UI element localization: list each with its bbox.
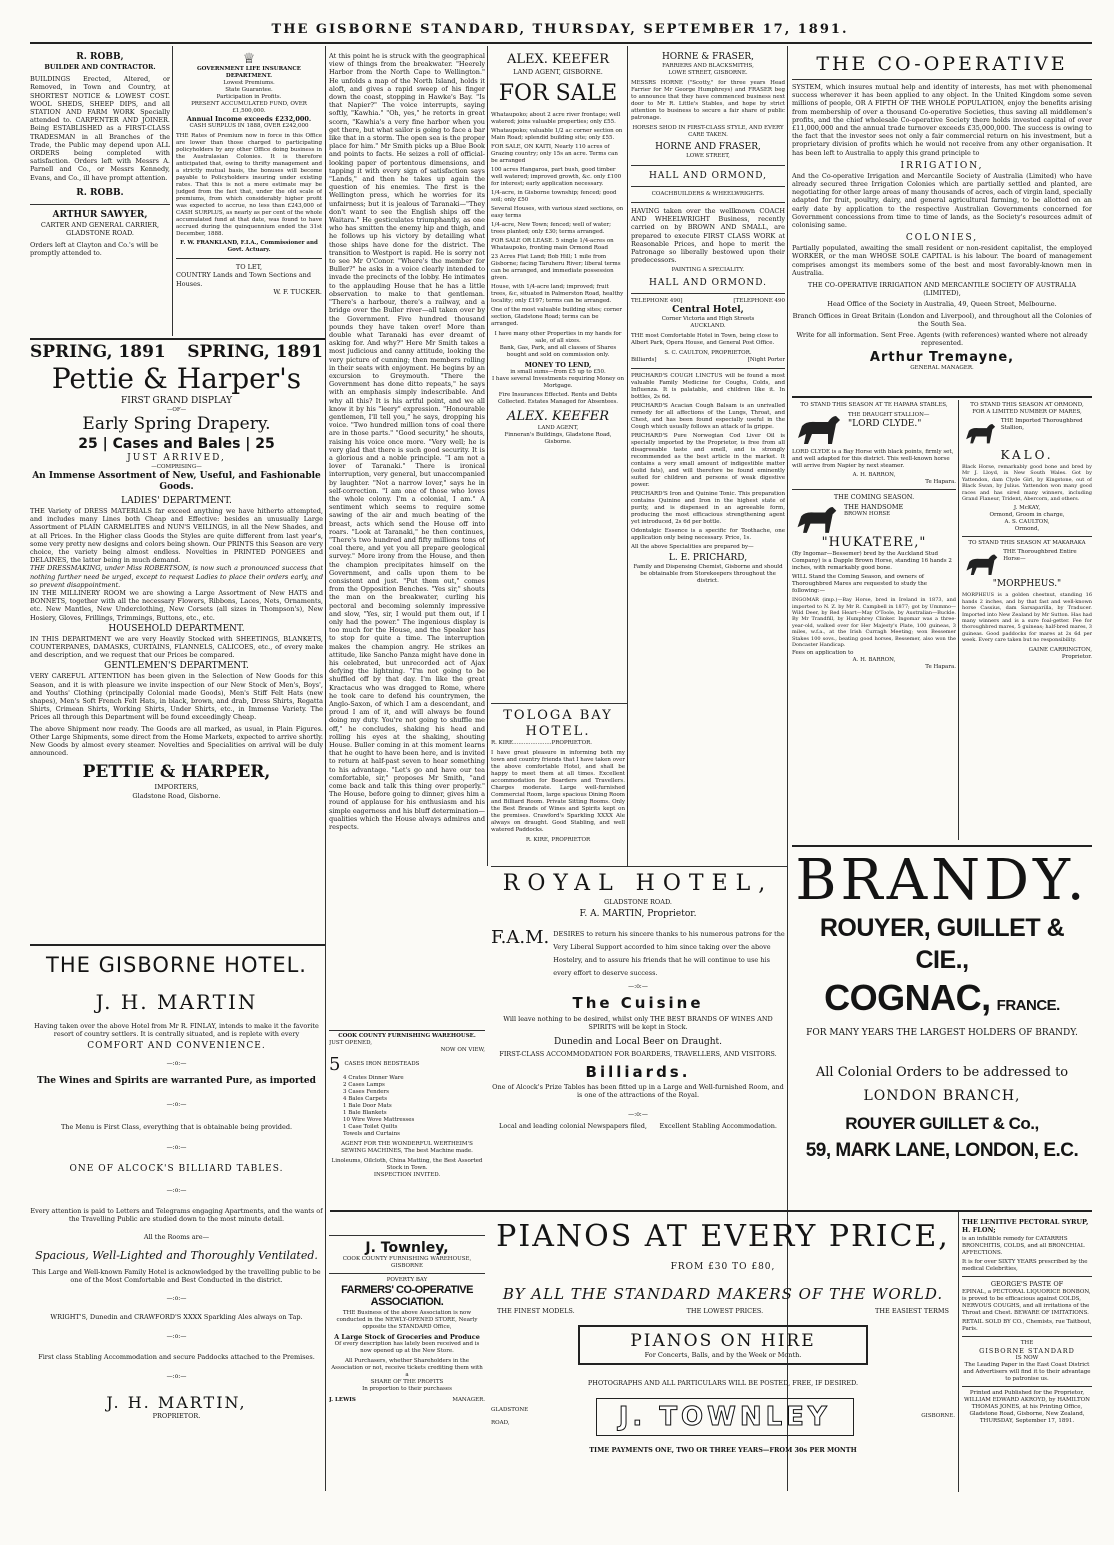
left-signature-place: Te Hapara. bbox=[925, 479, 956, 485]
govt-body: THE Rates of Premium now in force in this Office are lower than those charged to participating policyholders by any other Office doing business in the Australasian Colonies. It is therefore anticipated that, owing to thrifty management and a strictly mutual basis, the bonuses will become payable to Policyholders insuring under existing rates. That this is not a mere estimate may be judged from the fact that, under the old scale of premiums, from which considerably higher profit was expected to accrue, no less than £243,000 of CASH SURPLUS, as nearly as per cent of the whole accumulated fund at that date, was found to have accrued during the quinquennium ended the 31st December, 1888. bbox=[176, 133, 322, 238]
brandy-maker: ROUYER, GUILLET & CIE., bbox=[819, 914, 1065, 974]
coming-season: THE COMING SEASON. bbox=[833, 493, 915, 501]
finest: THE FINEST MODELS. bbox=[497, 1307, 575, 1315]
gladstone: GLADSTONE bbox=[491, 1406, 529, 1413]
townley-big: J. TOWNLEY bbox=[618, 1401, 831, 1432]
gentlemen-body: VERY CAREFUL ATTENTION has been given in the Selection of New Goods for this Season, and it is with pleasure we invite inspection of our New Stock of Men's, Boys', and Youths' Clothing (principally Colonial made Goods), Men's Stiff Felt Hats (new shapes), Men's Soft French Felt Hats, in black, brown, and drab, Dress Shirts, Regatta Shirts, Crimean Shirts, Working Shirts, Under Shirts, etc., in Immense Variety. The Prices all through this Department will be found exceedingly Cheap. bbox=[30, 672, 323, 722]
porter-label: [Night Porter bbox=[747, 357, 785, 364]
govt-line: Lowest Premiums. bbox=[223, 80, 275, 86]
horse-icon bbox=[792, 503, 840, 535]
france: FRANCE. bbox=[996, 997, 1060, 1014]
royal-alcock: One of Alcock's Prize Tables has been fitted up in a Large and Well-furnished Room, and is one of the attractions of the Royal. bbox=[492, 1082, 784, 1100]
cognac: COGNAC, bbox=[824, 977, 991, 1018]
govt-title: GOVERNMENT LIFE INSURANCE DEPARTMENT. bbox=[196, 66, 302, 79]
hotel-title: THE GISBORNE HOTEL. bbox=[46, 953, 307, 977]
prichard-sub: Family and Dispensing Chemist, Gisborne and should be obtainable from Storekeepers throughout the district. bbox=[633, 564, 783, 585]
coop-society: THE CO-OPERATIVE IRRIGATION AND MERCANTILE SOCIETY OF AUSTRALIA (LIMITED), bbox=[807, 281, 1077, 298]
brandy-colonial: All Colonial Orders to be addressed to bbox=[815, 1065, 1069, 1080]
item: 2 Cases Lamps bbox=[343, 1082, 385, 1088]
divider bbox=[172, 46, 173, 336]
horse-icon bbox=[792, 412, 844, 446]
mckay-ormond: Ormond, Groom in charge, bbox=[989, 512, 1065, 519]
divider bbox=[627, 46, 628, 866]
prichard-oil: PRICHARD'S Pure Norwegian Cod Liver Oil is specially imported by the Proprietor, is free from all disagreeable taste and smell, and is strongly recommended as the best article in the market. It contains a very small amount of indigestible matter (solid fats), and will therefore be found eminently suited for children and persons of weak digestive power. bbox=[631, 433, 785, 489]
listing: Whataupoko; about 2 acre river frontage; well watered; joins valuable properties; only £55. bbox=[491, 112, 621, 126]
gisborne: GISBORNE. bbox=[921, 1413, 955, 1420]
coop-head-office: Head Office of the Society in Australia, 49, Queen Street, Melbourne. bbox=[827, 300, 1057, 309]
furnishing-advert bbox=[329, 1033, 485, 1233]
item: 10 Wire Wove Mattresses bbox=[343, 1117, 415, 1123]
coop-branch: Branch Offices in Great Britain (London and Liverpool), and throughout all the Colonies of the South Sea. bbox=[792, 311, 1092, 328]
george-paste: GEORGE'S PASTE OF bbox=[990, 1280, 1064, 1289]
money-lend: MONEY TO LEND, bbox=[524, 361, 592, 370]
prichard-signature: L. E. PRICHARD, bbox=[668, 553, 748, 564]
right-head: TO STAND THIS SEASON AT ORMOND, bbox=[970, 402, 1084, 408]
govt-line: State Guarantee. bbox=[225, 87, 273, 93]
central-hotel: Central Hotel, bbox=[672, 305, 744, 316]
huk-body: INGOMAR (imp.)—Bay Horse, bred in Ireland in 1873, and imported to N. Z. by Mr R. Campbell in 1877; got by Ummmo—Wild Deer, by Red Heart—May O'Toole, by Australian—Buckle. By Mr Trandfill, by Humphrey Clinker. Ingomar was a three-year-old, walked over for Her Majesty's Plate, 100 guineas, 3 miles, w.f.a., at the Irish Curragh Meeting; won Bessemer Stakes 100 sovs., beating good horses, Bessemer, also won the Doncaster Handicap. bbox=[792, 597, 956, 649]
govt-signature: F. W. FRANKLAND, F.I.A., Commissioner and Govt. Actuary. bbox=[180, 240, 318, 254]
leading-paper: The Leading Paper in the East Coast District and Advertisers will find it to their advantage to patronise us. bbox=[963, 1361, 1091, 1382]
right-sig: A. H. BARRON, bbox=[852, 657, 896, 664]
lino-text: Linoleums, Oilcloth, China Matting, the Best Assorted Stock in Town. bbox=[331, 1158, 483, 1171]
telephone-right: [TELEPHONE 490 bbox=[733, 298, 785, 305]
townley-name: J. Townley, bbox=[365, 1240, 449, 1256]
hotel-comfort: COMFORT AND CONVENIENCE. bbox=[87, 1041, 266, 1052]
item: 1 Case Toilet Quilts bbox=[343, 1124, 398, 1130]
morpheus: "MORPHEUS." bbox=[992, 579, 1062, 590]
ladies-body: THE Variety of DRESS MATERIALS far exceed anything we have hitherto attempted, and includes many Lines both Cheap and Effective: besides an unusually Large Assortment of PLAIN CARMELITES and NUN'S VEILINGS, in all the New Shades, and at all Prices. In the Higher class Goods the Styles are quite different from last year's, some very pretty new designs and colors being shown. Our PRINTS this Season are very choice, the variety being almost endless. Novelties in PRINTED PONGEES and DELAINES, the latter being in much demand. bbox=[30, 507, 323, 565]
lenitive-body: is an infallible remedy for CATARRHS BRONCHITIS, COLDS, and all BRONCHIAL AFFECTIONS. bbox=[962, 1236, 1085, 1257]
hotel-billiard: ONE OF ALCOCK'S BILLIARD TABLES. bbox=[69, 1163, 284, 1174]
robb-signature: R. ROBB. bbox=[76, 187, 124, 198]
gentlemen-heading: GENTLEMEN'S DEPARTMENT. bbox=[104, 661, 249, 672]
gisborne-hotel-advert: THE GISBORNE HOTEL. J. H. MARTIN Having taken over the above Hotel from Mr R. FINLAY, intends to make it the favorite resort of country settlers. It is centrally situated, and is replete with every COMFORT AND CONVENIENCE. —:o:— The Wines and Spirits are warranted Pure, as imported —:o:— The Menu is First Class, everything that is obtainable being provided. —:o:— ONE OF ALCOCK'S BILLIARD TABLES. —:o:— Every attention is paid to Letters and Telegrams engaging Apartments, and the wants of the Travelling Public are studied down to the most minute detail. All the Rooms are— Spacious, Well-Lighted and Thoroughly Ventilated. This Large and Well-known Family Hotel is acknowledged by the travelling public to be one of the Most Comfortable and Best Conducted in the district. —:o:— WRIGHT'S, Dunedin and CRAWFORD'S XXXX Sparkling Ales always on Tap. —:o:— First class Stabling Accommodation and secure Paddocks attached to the Premises. —:o:— J. H. MARTIN, PROPRIETOR. bbox=[30, 950, 323, 1490]
listing: Several Houses, with various sized sections, on easy terms bbox=[491, 206, 624, 220]
huk-footer: Fees on application to bbox=[792, 650, 854, 657]
listing: One of the most valuable building sites; corner section, Gladstone Road; terms can be arranged. bbox=[491, 307, 623, 328]
cuisine: The Cuisine bbox=[572, 994, 704, 1013]
telephone-left: TELEPHONE 490] bbox=[631, 298, 683, 305]
sawyer-name: ARTHUR SAWYER, bbox=[52, 209, 148, 220]
coop-irrigation: IRRIGATION, bbox=[900, 160, 984, 171]
robb-body: BUILDINGS Erected, Altered, or Removed, in Town and Country, at SHORTEST NOTICE & LOWEST COST. WOOL SHEDS, SHEEP DIPS, and all STATION AND FARM WORK Specially attended to. CARPENTER AND JOINER. Being ESTABLISHED as a FIRST-CLASS TRADESMAN in all Branches of the Trade, the Public may depend upon ALL ORDERS being completed with satisfaction. Orders left with Messrs A. Parnell and Co., or Messrs Kennedy, Evans, and Co., ill have prompt attention. bbox=[30, 75, 170, 182]
stallion-left-advert bbox=[792, 402, 956, 842]
listing: Whataupoko; valuable 1/2 ac corner section on Main Road; splendid building site; only £55. bbox=[491, 128, 623, 142]
easiest: THE EASIEST TERMS bbox=[875, 1307, 949, 1315]
the-label: THE bbox=[1020, 1339, 1034, 1346]
masthead: THE GISBORNE STANDARD, THURSDAY, SEPTEMBER 17, 1891. bbox=[271, 22, 849, 37]
lewis: J. LEWIS bbox=[329, 1397, 356, 1404]
shipment: The above Shipment now ready. The Goods are all marked, as usual, in Plain Figures. Other Large Shipments, some direct from the Home Markets, expected to arrive shortly. New Goods by almost every steamer. Novelties and Specialities on arrival will be duly announced. bbox=[30, 724, 323, 758]
painting: PAINTING A SPECIALITY. bbox=[671, 267, 745, 274]
pianos-title: PIANOS AT EVERY PRICE, bbox=[496, 1219, 950, 1254]
right-bottom-adverts bbox=[962, 1218, 1092, 1493]
coop-manager-title: GENERAL MANAGER. bbox=[910, 365, 974, 372]
hotel-beer: WRIGHT'S, Dunedin and CRAWFORD'S XXXX Sparkling Ales always on Tap. bbox=[50, 1312, 303, 1321]
household-heading: HOUSEHOLD DEPARTMENT. bbox=[108, 623, 245, 634]
tolet-body: COUNTRY Lands and Town Sections and Houses. bbox=[176, 271, 311, 288]
horne-trade: FARRIERS AND BLACKSMITHS, bbox=[662, 63, 754, 69]
left-body: LORD CLYDE is a Bay Horse with black points, firmly set, and well adapted for this district. This well-known horse will arrive from Napier by next steamer. bbox=[792, 449, 954, 469]
share-profits: SHARE OF THE PROFITS bbox=[370, 1379, 444, 1386]
item: 1 Bale Blankets bbox=[343, 1110, 387, 1116]
horses-shod: HORSES SHOD IN FIRST-CLASS STYLE, AND EVERY CARE TAKEN. bbox=[632, 125, 784, 138]
pettie-title: Pettie & Harper's bbox=[51, 362, 302, 395]
small-sums: in small sums—from £5 up to £50. bbox=[510, 369, 606, 376]
stallion-right-advert bbox=[962, 402, 1092, 842]
horse-icon bbox=[962, 549, 1000, 579]
item: Towels and Curtains bbox=[343, 1131, 400, 1137]
brandy-advert bbox=[792, 850, 1092, 1205]
cases-bales: 25 | Cases and Bales | 25 bbox=[78, 436, 275, 452]
robb-name: R. ROBB, bbox=[76, 52, 124, 62]
prepared-by: All the above Specialities are prepared by— bbox=[631, 544, 754, 551]
shareholders: All Purchasers, whether Shareholders in the Association or not, receive tickets crediting them with a bbox=[331, 1358, 483, 1379]
horse-icon bbox=[962, 418, 998, 448]
royal-first-class: FIRST-CLASS ACCOMMODATION FOR BOARDERS, TRAVELLERS, AND VISITORS. bbox=[499, 1049, 777, 1058]
coop-system: SYSTEM, which insures mutual help and identity of interests, has met with phenomenal success wherever it has been applied to any object. In the United Kingdom some seven millions of people, OR A FIFTH OF THE WHOLE POPULATION, enjoy the benefits arising from membership of over a thousand Co-operative Societies, thus saving all middlemen's profits, and the chief wholesale Co-operative Society there holds invested capital of over £11,000,000 and the annual trade turnover exceeds £35,000,000. The success is owing to the fact that the investor sees not only a fair commercial return on his investment, but a proprietary division of profits which he would not receive from any other organisation. It has been left to Australia to apply this grand principle to bbox=[792, 83, 1092, 157]
hall-ormond: HALL AND ORMOND, bbox=[649, 171, 767, 181]
morpheus-body: MORPHEUS is a golden chestnut, standing 16 hands 2 inches, and by that fast and well-known horse Cassius, dam Sarsaparilla, by Traducer. Imported into New Zealand by Mr Sutton. Has had many winners and is a sure foal-getter. Fee for thoroughbred mares, 5 guineas; half-bred mares, 3 guineas. Good paddocks for mares at 2s 6d per week. Every care taken but no responsibility. bbox=[962, 592, 1092, 644]
hall-body: HAVING taken over the wellknown COACH AND WHEELWRIGHT Business, recently carried on by BROWN AND SMALL, are prepared to execute FIRST CLASS WORK at Reasonable Prices, and hope to merit the Patronage so liberally bestowed upon their predecessors. bbox=[631, 207, 785, 265]
left-sub: THE DRAUGHT STALLION— bbox=[848, 412, 930, 418]
poverty-bay: POVERTY BAY bbox=[386, 1277, 428, 1283]
royal-desires: DESIRES to return his sincere thanks to his numerous patrons for the Very Liberal Support accorded to him since taking over the above Hostelry, and to assure his friends that he will continue to use his every effort to deserve success. bbox=[553, 930, 785, 978]
royal-billiards: Billiards. bbox=[585, 1062, 691, 1081]
manager: MANAGER. bbox=[452, 1397, 485, 1404]
investments: I have several Investments requiring Money on Mortgage. bbox=[492, 376, 624, 390]
keefer-address: Finneran's Buildings, Gladstone Road, Gisborne. bbox=[504, 432, 612, 446]
farmers-title: FARMERS' CO-OPERATIVE ASSOCIATION. bbox=[341, 1284, 473, 1308]
ladies-heading: LADIES' DEPARTMENT. bbox=[121, 496, 232, 506]
pettie-footer-name: PETTIE & HARPER, bbox=[82, 762, 271, 783]
royal-proprietor: F. A. MARTIN, Proprietor. bbox=[579, 909, 697, 920]
robb-advert bbox=[30, 52, 170, 336]
is-now: IS NOW bbox=[1015, 1354, 1039, 1361]
retail: RETAIL SOLD BY CO., Chemists, rue Taitbout, Paris. bbox=[962, 1318, 1092, 1332]
townley-farmers-advert bbox=[329, 1240, 485, 1495]
central-body: THE most Comfortable Hotel in Town, being close to Albert Park, Opera House, and General Post Office. bbox=[631, 333, 779, 347]
royal-stabling: Excellent Stabling Accommodation. bbox=[659, 1122, 777, 1131]
royal-title: ROYAL HOTEL, bbox=[502, 871, 774, 896]
news-story bbox=[329, 52, 485, 1027]
item: 1 Bale Door Mats bbox=[343, 1103, 392, 1109]
millinery: IN THE MILLINERY ROOM we are showing a Large Assortment of New HATS and BONNETS, together with all the necessary Flowers, Ribbons, Laces, Nets, Ornaments, etc. New Mantles, New Underclothing, New Corsets (all sizes in Thompson's), New Hosiery, Gloves, Frillings, Trimmings, Buttons, etc., etc. bbox=[30, 589, 323, 622]
left-signature: A. H. BARRON, bbox=[852, 472, 896, 478]
right-sig-place: Te Hapara. bbox=[925, 664, 956, 671]
billiards-label: Billiards] bbox=[631, 357, 657, 364]
horne-body: MESSRS HORNE ("Scotty," for three years Head Farrier for Mr George Humphreys) and FRASER beg to announce that they have commenced business next door to Mr R. Little's Stables, and hope by strict attention to business to secure a fair share of public patronage. bbox=[631, 80, 785, 121]
carrington-sub: Proprietor. bbox=[1061, 653, 1092, 660]
morpheus-sub: THE Thoroughbred Entire Horse— bbox=[1003, 549, 1077, 563]
prichard-iron: PRICHARD'S Iron and Quinine Tonic. This preparation contains Quinine and Iron in the highest state of purity, and is dispensed in an agreeable form, producing the most efficacious strengthening agent yet introduced, 2s 6d per bottle. bbox=[631, 491, 785, 526]
horne-top: HORNE & FRASER, bbox=[661, 52, 755, 62]
handsome: THE HANDSOME bbox=[844, 503, 904, 512]
immense: An Immense Assortment of New, Useful, and Fashionable Goods. bbox=[32, 471, 321, 492]
printed-by: Printed and Published for the Proprietor, WILLIAM EDWARD AKROYD, by HAMILTON THOMAS JONES, at his Printing Office, Gladstone Road, Gisborne, New Zealand, THURSDAY, September 17, 1891. bbox=[964, 1389, 1090, 1424]
left-name: "LORD CLYDE." bbox=[848, 419, 922, 429]
govt-line: CASH SURPLUS IN 1888, OVER £242,000 bbox=[189, 123, 309, 130]
gisborne-standard: GISBORNE STANDARD bbox=[979, 1346, 1075, 1355]
divider bbox=[958, 400, 959, 840]
early-spring: Early Spring Drapery. bbox=[82, 414, 271, 434]
coop-colonies: COLONIES, bbox=[905, 233, 979, 244]
spring-right: SPRING, 1891 bbox=[187, 342, 323, 362]
crest-icon: ♕ bbox=[242, 52, 256, 67]
keefer-land-agent: LAND AGENT, bbox=[537, 425, 579, 432]
item: 3 Cases Fenders bbox=[343, 1089, 389, 1095]
pettie-footer-address: Gladstone Road, Gisborne. bbox=[132, 791, 221, 800]
sawyer-trade: CARTER AND GENERAL CARRIER, GLADSTONE ROAD. bbox=[40, 220, 160, 238]
listing: FOR SALE, ON KAITI, Nearly 110 acres of Grazing country; only 15s an acre. Terms can be arranged bbox=[491, 144, 618, 165]
left-head: TO STAND THIS SEASON AT TE HAPARA STABLES, bbox=[800, 402, 948, 408]
keefer-sub: LAND AGENT, GISBORNE. bbox=[513, 68, 603, 76]
hire-box bbox=[578, 1325, 868, 1365]
on-view: NOW ON VIEW, bbox=[440, 1047, 485, 1053]
farmers-body: THE Business of the above Association is now conducted in the NEWLY-OPENED STORE, Nearly opposite the STANDARD Office, bbox=[336, 1310, 478, 1330]
kalo-sub: THE Imported Thoroughbred Stallion, bbox=[1000, 418, 1083, 431]
for-sale: FOR SALE bbox=[498, 81, 618, 107]
divider bbox=[958, 1212, 959, 1492]
hotel-intro: Having taken over the above Hotel from Mr R. FINLAY, intends to make it the favorite resort of country settlers. It is centrally situated, and is replete with every bbox=[34, 1022, 319, 1039]
huk-pedigree: (By Ingomar—Bessemer) bred by the Auckland Stud Company) is a Dapple Brown Horse, standing 16 hands 2 inches, with remarkably good bone. bbox=[792, 551, 952, 572]
divider bbox=[487, 46, 488, 866]
hotel-wines: The Wines and Spirits are warranted Pure, as imported bbox=[37, 1076, 316, 1087]
groceries: A Large Stock of Groceries and Produce bbox=[334, 1333, 480, 1341]
caulton: S. C. CAULTON, PROPRIETOR. bbox=[664, 350, 752, 357]
pettie-footer-importers: IMPORTERS, bbox=[154, 783, 199, 792]
hotel-letters: Every attention is paid to Letters and Telegrams engaging Apartments, and the wants of the Travelling Public are studied down to the most minute detail. bbox=[30, 1206, 323, 1223]
inspection: INSPECTION INVITED. bbox=[373, 1172, 441, 1178]
spring-left: SPRING, 1891 bbox=[30, 342, 166, 362]
central-auckland: AUCKLAND. bbox=[690, 323, 726, 330]
hotel-footer-name: J. H. MARTIN, bbox=[106, 1393, 247, 1413]
hotel-footer-title: PROPRIETOR. bbox=[152, 1412, 201, 1421]
brandy-word: BRANDY. bbox=[795, 850, 1089, 913]
coop-irr-body: And the Co-operative Irrigation and Mercantile Society of Australia (Limited) who have already secured three Irrigation Colonies which are partially settled and planted, are negotiating for other large areas of many thousands of acres, each of virgin land, specially adapted for fruit, poultry, dairy, and general agricultural farming, to be allotted on an early date by application to the respective Australian Governments concerned for Government concessions from time to time of lands, as the Society's resources admit of colonising same. bbox=[792, 171, 1092, 230]
tologa-signature: R. KIRE, PROPRIETOR bbox=[525, 837, 591, 843]
odontalgic: Odontalgic Essence is a specific for Toothache, one application only being necessary. Price, 1s. bbox=[631, 528, 785, 542]
brown-horse: BROWN HORSE bbox=[844, 511, 891, 518]
govt-line: Participation in Profits. bbox=[216, 94, 282, 100]
cooperative-advert bbox=[792, 52, 1092, 392]
coop-manager: Arthur Tremayne, bbox=[869, 350, 1015, 366]
col5-adverts bbox=[631, 52, 785, 862]
makaraka-head: TO STAND THIS SEASON AT MAKARAKA bbox=[968, 540, 1086, 547]
govt-line: Annual Income exceeds £232,000. bbox=[186, 115, 312, 123]
just-arrived: JUST ARRIVED, bbox=[127, 453, 226, 463]
furn-title: COOK COUNTY FURNISHING WAREHOUSE. bbox=[338, 1033, 476, 1039]
prichard-linctus: PRICHARD'S COUGH LINCTUS will be found a most valuable Family Medicine for Coughs, Colds, and Influenza. It is palatable, and children like it. In bottles, 2s 6d. bbox=[631, 373, 785, 401]
listing: 23 Acres Flat Land; Bob Hill; 1 mile from Gisborne; facing Taruheru River; liberal terms can be arranged, and immediate possession given. bbox=[491, 254, 621, 282]
proportion: In proportion to their purchases bbox=[362, 1386, 452, 1393]
brandy-years: FOR MANY YEARS THE LARGEST HOLDERS OF BRANDY. bbox=[806, 1028, 1078, 1038]
royal-road: GLADSTONE ROAD. bbox=[604, 898, 672, 906]
will-stand: WILL Stand the Coming Season, and owners of Thoroughbred Mares are requested to study the following:— bbox=[792, 574, 928, 595]
coop-title: THE CO-OPERATIVE bbox=[816, 53, 1068, 75]
lenitive-used: It is for over SIXTY YEARS prescribed by the medical Celebrities, bbox=[962, 1259, 1088, 1273]
listing: FOR SALE OR LEASE. 5 single 1/4-acres on Whataupoko, fronting main Ormond Road bbox=[491, 238, 614, 252]
hall-signature: HALL AND ORMOND. bbox=[649, 278, 767, 289]
tolet-title: TO LET, bbox=[235, 263, 263, 272]
divider bbox=[325, 46, 326, 1491]
robb-trade: BUILDER AND CONTRACTOR. bbox=[44, 63, 156, 71]
pianos-photos: PHOTOGRAPHS AND ALL PARTICULARS WILL BE POSTED, FREE, IF DESIRED. bbox=[587, 1379, 859, 1388]
time-payments: TIME PAYMENTS ONE, TWO OR THREE YEARS—FROM 30s PER MONTH bbox=[589, 1445, 857, 1454]
listing: 1/4-acre, New Town; fenced; well of water; trees planted; only £30; terms arranged. bbox=[491, 222, 611, 236]
fam-initials: F.A.M. bbox=[491, 927, 550, 949]
pianos-advert bbox=[491, 1218, 955, 1493]
horne-signature: HORNE AND FRASER, bbox=[655, 142, 761, 152]
limited: FOR A LIMITED NUMBER OF MARES, bbox=[972, 409, 1082, 415]
epinal-body: EPINAL, a PECTORAL LIQUORICE BONBON, is proved to be efficacious against COLDS, NERVOUS COUGHS, and all irritations of the Throat and Chest. BEWARE OF IMITATIONS. bbox=[962, 1288, 1091, 1316]
story-text: At this point he is struck with the geographical view of things from the breakwater. "Heerely Harbor from the North Cape to Wellington." He unfolds a map of the North Island, holds it aloft, and gives a rapid sweep of his finger down the coast, stopping in Hawke's Bay. "Is that Napier?" The voice interrupts, saying softly, "Kawhia." "Oh, yes," he retorts in great scorn, "Kawhia's a very fine harbor when you get there, but what sailor is going to face a bar like that in a storm. The open sea is the proper place for him." Mr Smith picks up a Blue Book and points to facts. He seizes a roll of official-looking paper of portentous dimensions, and tapping it with every sign of satisfaction says "Lands," and then he takes up again the question of his enemies. The first is the Wellington press, which he worries for its unfairness; but it is jealous of Taranaki—"They don't want to see the English ships off the Waitara." He gesticulates triumphantly, as one who has smitten the enemy hip and thigh, and he follows up his victory by detailing what those ships have done for the district. The transition to Westport is rapid. He is sorry not to see Mr O'Conor. "Where's the member for Buller?" he asks in a voice clearly intended to invade the precincts of the lobby. He intimates to the applauding House that he has a little observation to make to that gentleman. "There's a harbour, there's a railway, and a bridge over the Buller river—all taken over by the Government. Five hundred thousand pounds they have taken over! More than double what Taranaki has ever dreamt of asking for. And why?" Here Mr Smith takes a most judicious and canny attitude, looking the very picture of cunning; then members rolling in their seats with enjoyment. He begins by an excursion to Greymouth. "There the Government has done ditto repeats," he says with an emphasis simply indescribable. And why all this? It is his artful point, and we all know it by his "leery" expression. "Honourable gentlemen, I'll tell you," he says, dropping his voice. "Two hundred million tons of coal there are in those parts." "Good security," he shouts, raising his voice once more. "Very well; he is very glad that there is such good security. It is a glorious and a noble principle. "I am not a lover of Taranaki." There is ironical interruption, very general, but unaccompanied by laughter. "Not a narrow lover," says he in self-correction. "I am one of those who loves the whole colony. I'm a colonial, I am." A sentiment which seems to require some sawing of the air and much beating of the breast, acts which send the House off into roars. "Look at Taranaki," he then continues, "There's two hundred and fifty millions tons of coal there, and yet you all prepare geological survey." More irony from the House, and then the champion precipitates himself on the Government, and calls upon them to be consistent and just. "Put them out," comes from the Opposition Benches. "Yes sir," shouts the man on the breakwater, curling his pectoral and becoming solemnly impressive and slow, "Yes, sir, I would put them out, if I only had the power." The ingenious display is too much for the House, and the Speaker has to stop for quite a time. The interruption makes the champion angry. He strikes an attitude, like Sancho Panza might have done in his celebrated, but unrecorded act of Ajax defying the lightning. "I'm not going to be shuffled off by that day. I'm like the great Kractacus who was dragged to Rome, where he took care to defend his countrymen, the Anglo-Saxon, of which I am a descendant, and proud I am of it, and will always be found doing my duty. You're not going to shuffle me off," he concludes, shaking his head and rolling his eyes at the shaking, shouting House. Buller coming in at this moment learns that he ought to have been here, and is invited to return at half-past seven to hear something to his advantage. "Let's go and have our tea comfortable, sir," proposes Mr Smith, "and come back and talk this thing over properly." The House, before going to dinner, gives him a round of applause for his enthusiasm and his simple eagerness and his bluff determination—qualities which the House always admires and respects. bbox=[329, 52, 485, 832]
hotel-menu: The Menu is First Class, everything that is obtainable being provided. bbox=[60, 1123, 293, 1132]
coop-write: Write for all information. Sent Free. Agents (with references) wanted where not already represented. bbox=[796, 331, 1088, 348]
dressmaking: THE DRESSMAKING, under Miss ROBERTSON, is now such a pronounced success that nothing further need be urged, except to request Ladies to place their orders early, and so prevent disappointment. bbox=[30, 564, 323, 589]
mckay: J. McKAY, bbox=[1013, 505, 1041, 512]
masthead-rule bbox=[30, 42, 1092, 44]
townley-box bbox=[596, 1398, 854, 1436]
royal-leave: Will leave nothing to be desired, whilst only THE BEST BRANDS OF WINES AND SPIRITS will be kept in Stock. bbox=[503, 1015, 773, 1032]
fire-insurance: Fire Insurances Effected. Rents and Debts Collected. Estates Managed for Absentees. bbox=[497, 392, 619, 406]
tolet-signature: W. F. TUCKER. bbox=[273, 287, 322, 296]
mark-lane: 59, MARK LANE, LONDON, E.C. bbox=[805, 1140, 1079, 1161]
lowest: THE LOWEST PRICES. bbox=[686, 1307, 764, 1315]
pianos-makers: BY ALL THE STANDARD MAKERS OF THE WORLD. bbox=[502, 1285, 944, 1303]
tologa-advert bbox=[491, 708, 625, 858]
carrington: GAINE CARRINGTON, bbox=[1028, 646, 1092, 653]
pianos-concerts: For Concerts, Balls, and by the Week or Month. bbox=[644, 1351, 802, 1360]
royal-dunedin: Dunedin and Local Beer on Draught. bbox=[554, 1036, 722, 1047]
hotel-stabling: First class Stabling Accommodation and secure Paddocks attached to the Premises. bbox=[38, 1352, 315, 1361]
caulton-sub: Ormond, bbox=[1014, 526, 1040, 533]
hotel-family: This Large and Well-known Family Hotel is acknowledged by the travelling public to be one of the Most Comfortable and Best Conducted in the district. bbox=[32, 1268, 321, 1285]
road: ROAD, bbox=[491, 1419, 510, 1426]
agent-text: AGENT FOR THE WONDERFUL WERTHEIM'S SEWING MACHINES, The best Machine made. bbox=[341, 1141, 473, 1154]
govt-line: PRESENT ACCUMULATED FUND, OVER £1,500,000. bbox=[191, 101, 307, 114]
tologa-title: TOLOGA BAY HOTEL. bbox=[503, 708, 613, 739]
item: 4 Crates Dinner Ware bbox=[343, 1075, 404, 1081]
every-desc: Of every description has lately been received and is now opened up at the New Store. bbox=[334, 1341, 480, 1355]
first-display: FIRST GRAND DISPLAY bbox=[120, 396, 233, 406]
horne-signature-street: LOWE STREET, bbox=[686, 153, 730, 159]
of-label: —OF— bbox=[166, 407, 187, 413]
just-opened: JUST OPENED, bbox=[329, 1040, 373, 1046]
coop-col-body: Partially populated, awaiting the small resident or non-resident capitalist, the employed WORKER, or the man WHOSE SOLE CAPITAL is his labour. The board of management comprises amongst its members some of the best and most favorably-known men in Australia. bbox=[792, 244, 1092, 277]
tologa-body: I have great pleasure in informing both my town and country friends that I have taken over the above comfortable Hotel, and shall be happy to meet them at all times. Excellent accommodation for Boarders and Travellers. Charges moderate. Large well-furnished Commercial Room, large spacious Dining Room and Billiard Room. Private Sitting Rooms. Only the Best Brands of Wines and Spirits kept on the premises. Crawford's Sparkling XXXX Ale always on draught. Good Stabling, and well watered Paddocks. bbox=[491, 750, 625, 833]
horne-street: LOWE STREET, GISBORNE. bbox=[668, 70, 748, 76]
townley-sub: COOK COUNTY FURNISHING WAREHOUSE, GISBORNE bbox=[342, 1256, 472, 1269]
keefer-advert bbox=[491, 52, 625, 700]
listing: 100 acres Hangaroa, part bush, good timber well watered; improved growth, &c. only £100 for interest; early application necessary. bbox=[491, 167, 622, 188]
central-corner: Corner Victoria and High Streets bbox=[661, 316, 755, 323]
listing: House, with 1/4-acre land; improved; fruit trees, &c, situated in Palmerston Road, healthy locality; only £197; terms can be arranged. bbox=[491, 284, 624, 305]
london-branch: LONDON BRANCH, bbox=[863, 1088, 1021, 1104]
hotel-rooms: All the Rooms are— bbox=[143, 1233, 210, 1242]
prichard-balsam: PRICHARD'S Acacian Cough Balsam is an unrivalled remedy for all affections of the Lungs, Throat, and Chest, and has been found especially useful in the Cough which usually follows an attack of la grippe. bbox=[631, 403, 785, 431]
item: 4 Bales Carpets bbox=[343, 1096, 388, 1102]
coachbuilders: COACHBUILDERS & WHEELWRIGHTS. bbox=[651, 191, 765, 197]
govt-insurance-advert bbox=[176, 52, 322, 336]
kalo-body: Black Horse, remarkably good bone and bred by Mr J. Lloyd, in New South Wales. Got by Yattendon, dam Clyde Girl, by Kingstone, out of Black Swan, by Julius. Yattendon won many good races and has sired many winners, including Grand Flaneur, Trident, Abercorn, and others. bbox=[962, 464, 1092, 503]
sawyer-note: Orders left at Clayton and Co.'s will be promptly attended to. bbox=[30, 241, 159, 258]
bank-shares: Bank, Gas, Park, and all classes of Shares bought and sold on commission only. bbox=[499, 345, 617, 359]
lenitive-title: THE LENITIVE PECTORAL SYRUP, H. FLON; bbox=[962, 1218, 1089, 1235]
hukatere: "HUKATERE," bbox=[821, 535, 927, 551]
household-body: IN THIS DEPARTMENT we are very Heavily Stocked with SHEETINGS, BLANKETS, COUNTERPANES, DAMASKS, CURTAINS, FLANNELS, CALICOES, etc., of every make and description, and we request that our Prices be compared. bbox=[30, 634, 323, 660]
pianos-from: FROM £30 TO £80, bbox=[670, 1262, 776, 1272]
hotel-spacious: Spacious, Well-Lighted and Thoroughly Ventilated. bbox=[35, 1249, 318, 1263]
hotel-owner: J. H. MARTIN bbox=[95, 990, 258, 1014]
have-many: I have many other Properties in my hands for sale, of all sizes. bbox=[494, 331, 622, 345]
listing: 1/4-acre, in Gisborne township; fenced; good soil; only £50 bbox=[491, 190, 617, 204]
five-number: 5 bbox=[329, 1054, 341, 1075]
pettie-harper-advert bbox=[30, 342, 323, 940]
tologa-proprietor: R. KIRE......................PROPRIETOR. bbox=[491, 740, 592, 746]
royal-papers: Local and leading colonial Newspapers filed, bbox=[499, 1122, 647, 1131]
royal-hotel-advert: ROYAL HOTEL, GLADSTONE ROAD. F. A. MARTIN, Proprietor. F.A.M. DESIRES to return his sincere thanks to his numerous patrons for the Very Liberal Support accorded to him since taking over the above Hostelry, and to assure his friends that he will continue to use his every effort to deserve success. —:o:— The Cuisine Will leave nothing to be desired, whilst only THE BEST BRANDS OF WINES AND SPIRITS will be kept in Stock. Dunedin and Local Beer on Draught. FIRST-CLASS ACCOMMODATION FOR BOARDERS, TRAVELLERS, AND VISITORS. Billiards. One of Alcock's Prize Tables has been fitted up in a Large and Well-furnished Room, and is one of the attractions of the Royal. —:o:— Local and leading colonial Newspapers filed, Excellent Stabling Accommodation. bbox=[491, 871, 785, 1131]
keefer-name: ALEX. KEEFER bbox=[506, 52, 610, 67]
pianos-hire: PIANOS ON HIRE bbox=[630, 1331, 816, 1352]
keefer-signature: ALEX. KEEFER bbox=[506, 409, 610, 425]
rouyer-guillet: ROUYER GUILLET & Co., bbox=[845, 1114, 1039, 1133]
kalo: KALO. bbox=[1000, 448, 1054, 462]
cases-text: CASES IRON BEDSTEADS bbox=[344, 1061, 420, 1067]
caulton-sig: A. S. CAULTON, bbox=[1004, 519, 1050, 526]
comprising: —COMPRISING— bbox=[151, 464, 202, 470]
